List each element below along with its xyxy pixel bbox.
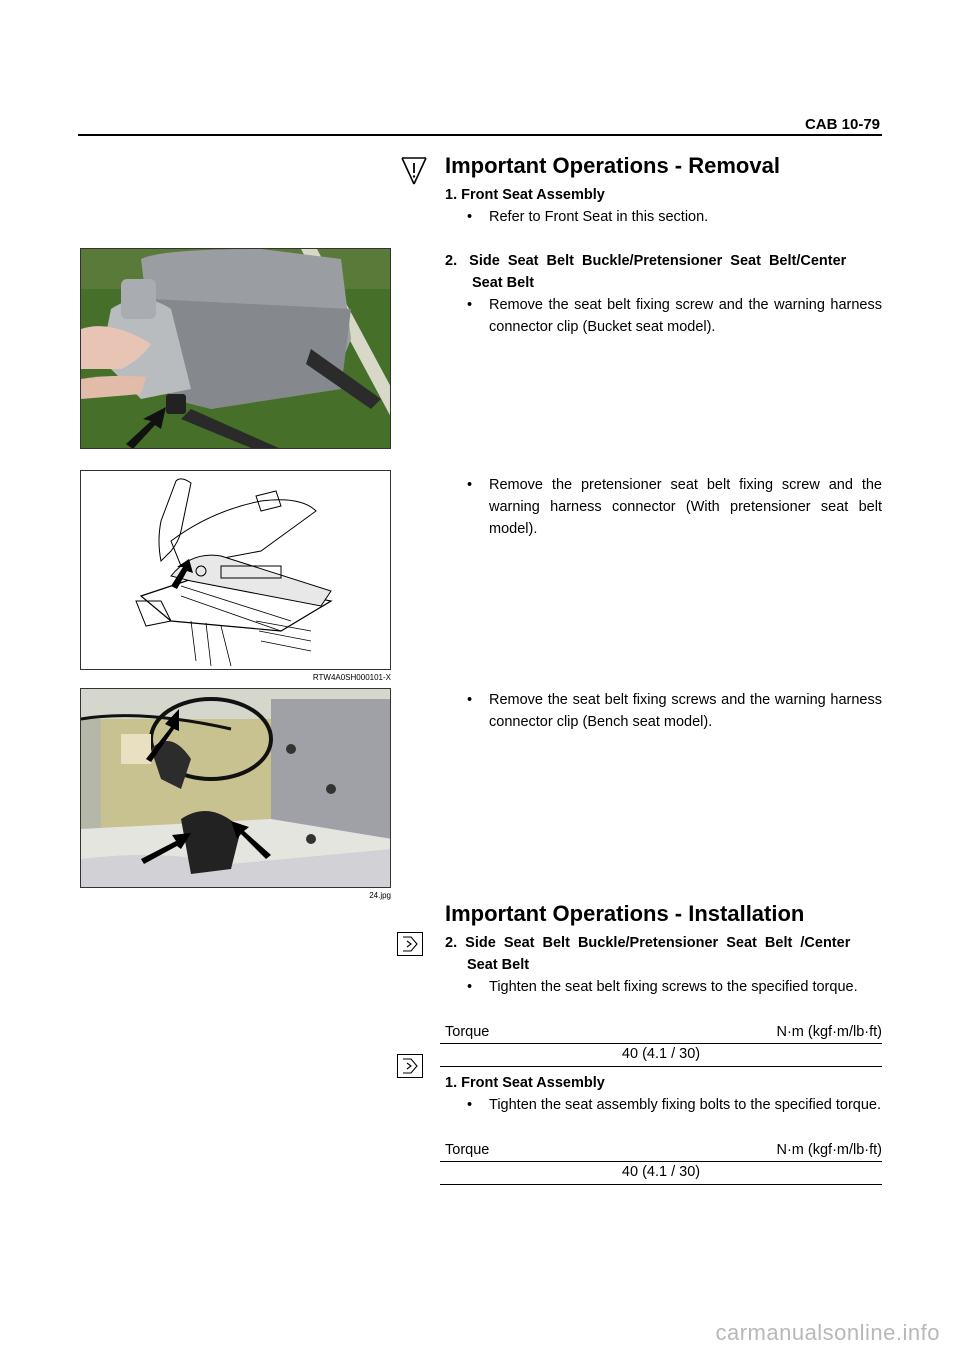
torque-table-rule-2a bbox=[440, 1161, 882, 1162]
installation-heading: Important Operations - Installation bbox=[445, 901, 805, 926]
torque-unit-2: N·m (kgf·m/lb·ft) bbox=[776, 1142, 882, 1158]
removal-step2-bullet2: • Remove the pretensioner seat belt fixing screw and the warning harness connector (With pretensioner seat belt model). bbox=[467, 477, 882, 537]
removal-step2-bullet3: • Remove the seat belt fixing screws and the warning harness connector clip (Bench seat model). bbox=[467, 692, 882, 730]
header-rule bbox=[78, 134, 882, 136]
install-step1-bullet: • Tighten the seat assembly fixing bolts to the specified torque. bbox=[467, 1097, 881, 1113]
torque-unit-1: N·m (kgf·m/lb·ft) bbox=[776, 1024, 882, 1040]
figure3-caption: 24.jpg bbox=[369, 891, 391, 900]
removal-step1-bullet: • Refer to Front Seat in this section. bbox=[467, 209, 709, 225]
install-step2-title-line2: Seat Belt bbox=[467, 957, 530, 973]
install-step1-title: 1. Front Seat Assembly bbox=[445, 1075, 605, 1091]
pretensioner-diagram bbox=[80, 470, 391, 670]
warning-triangle-icon bbox=[396, 152, 432, 188]
install-step2-title-line1: 2. Side Seat Belt Buckle/Pretensioner Seat Belt /Center bbox=[445, 935, 851, 951]
removal-step1-title: 1. Front Seat Assembly bbox=[445, 187, 605, 203]
removal-step2-title-line1: 2. Side Seat Belt Buckle/Pretensioner Seat Belt/Center bbox=[445, 253, 847, 269]
torque-value-2: 40 (4.1 / 30) bbox=[621, 1164, 701, 1180]
torque-table-rule-2b bbox=[440, 1184, 882, 1185]
seat-belt-photo-bucket bbox=[80, 248, 391, 449]
torque-value-1: 40 (4.1 / 30) bbox=[621, 1046, 701, 1062]
torque-table-rule-1a bbox=[440, 1043, 882, 1044]
seat-belt-photo-bench bbox=[80, 688, 391, 888]
install-step2-bullet: • Tighten the seat belt fixing screws to the specified torque. bbox=[467, 979, 858, 995]
torque-label-1: Torque bbox=[445, 1024, 490, 1040]
removal-heading: Important Operations - Removal bbox=[445, 153, 780, 178]
removal-step2-title-line2: Seat Belt bbox=[472, 275, 535, 291]
install-arrow-icon bbox=[397, 1054, 423, 1078]
torque-label-2: Torque bbox=[445, 1142, 490, 1158]
page-header-title: CAB 10-79 bbox=[804, 116, 880, 133]
install-arrow-icon bbox=[397, 932, 423, 956]
torque-table-rule-1b bbox=[440, 1066, 882, 1067]
figure2-caption: RTW4A0SH000101-X bbox=[312, 673, 391, 682]
removal-step2-bullet1: • Remove the seat belt fixing screw and the warning harness connector clip (Bucket seat model). bbox=[467, 297, 882, 335]
watermark[interactable]: carmanualsonline.info bbox=[715, 1320, 940, 1345]
